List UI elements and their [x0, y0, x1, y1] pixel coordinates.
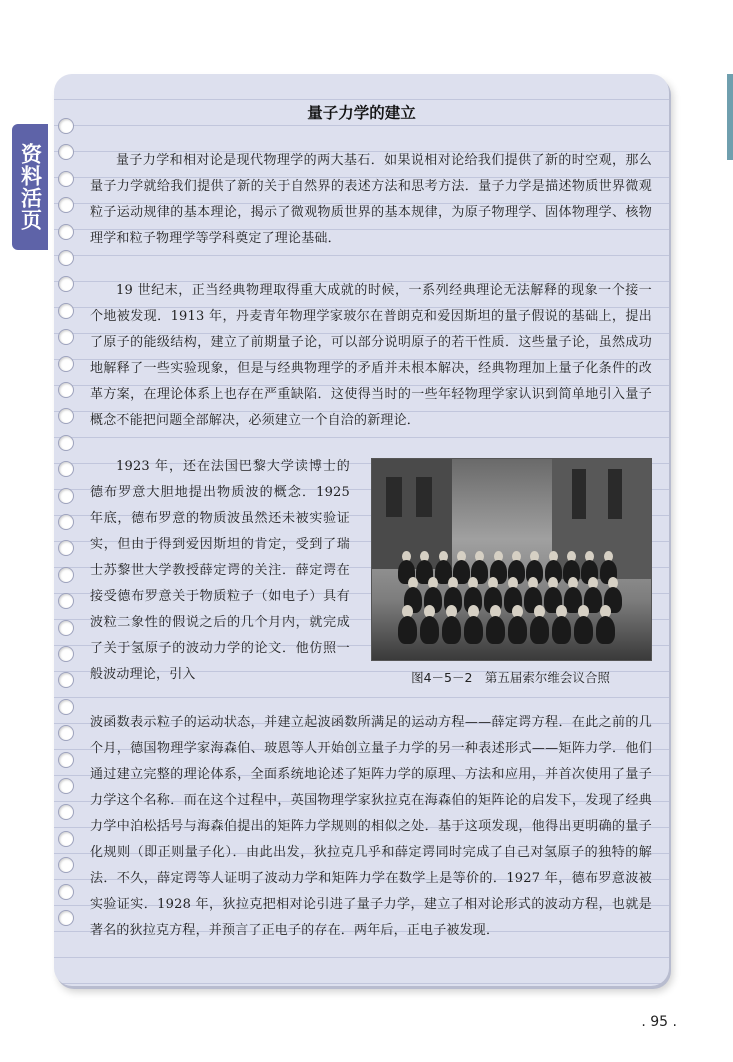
figure-caption: 图4－5－2 第五届索尔维会议合照	[411, 670, 610, 685]
photo-person-body	[442, 616, 461, 644]
binder-ring	[58, 540, 74, 556]
photo-person-body	[574, 616, 593, 644]
binder-ring	[58, 276, 74, 292]
binder-ring	[58, 435, 74, 451]
binder-ring	[58, 144, 74, 160]
photo-person-body	[530, 616, 549, 644]
binder-ring	[58, 250, 74, 266]
photo-window	[608, 469, 622, 519]
photo-person-body	[398, 616, 417, 644]
binder-ring	[58, 408, 74, 424]
solvay-conference-photo	[371, 458, 652, 661]
binder-ring	[58, 857, 74, 873]
paragraph-1: 量子力学和相对论是现代物理学的两大基石．如果说相对论给我们提供了新的时空观，那么量子力学就给我们提供了新的关于自然界的表述方法和思考方法．量子力学是描述物质世界微观粒子运动规律的基本理论，揭示了微观物质世界的基本规律，为原子物理学、固体物理学、核物理学和粒子物理学等学科奠定了理论基础．	[90, 153, 652, 246]
paragraph-2: 19 世纪末，正当经典物理取得重大成就的时候，一系列经典理论无法解释的现象一个接一个地被发现．1913 年，丹麦青年物理学家玻尔在普朗克和爱因斯坦的量子假说的基础上，提出了原子的能级结构，建立了前期量子论，可以部分说明原子的若干性质．这些量子论，虽然成功地解释了一些实验现象，但是与经典物理学的矛盾并未根本解决，经典物理加上量子化条件的改革方案，在理论体系上也存在严重缺陷．这使得当时的一些年轻物理学家认识到简单地引入量子概念不能把问题全部解决，必须建立一个自洽的新理论．	[90, 283, 652, 428]
binder-ring	[58, 752, 74, 768]
binder-ring	[58, 831, 74, 847]
binder-ring	[58, 488, 74, 504]
binder-ring	[58, 884, 74, 900]
binder-ring	[58, 725, 74, 741]
binder-ring	[58, 514, 74, 530]
binder-ring	[58, 804, 74, 820]
adjacent-page-edge-text	[723, 196, 731, 306]
binder-ring	[58, 620, 74, 636]
binder-ring	[58, 382, 74, 398]
binder-ring	[58, 593, 74, 609]
side-tab-label: 资料活页	[18, 143, 43, 231]
photo-person-body	[552, 616, 571, 644]
photo-window	[416, 477, 432, 517]
paragraph-3-beside-photo: 1923 年，还在法国巴黎大学读博士的德布罗意大胆地提出物质波的概念．1925 年底，德布罗意的物质波虽然还未被实验证实，但由于得到爱因斯坦的肯定，受到了瑞士苏黎世大学教授薛定谔的关注．薛定谔在接受德布罗意关于物质粒子（如电子）具有波粒二象性的假说之后的几个月内，就完成了关于氢原子的波动力学的论文．他仿照一般波动理论，引入	[90, 459, 350, 682]
paragraph-3-continued: 波函数表示粒子的运动状态，并建立起波函数所满足的运动方程——薛定谔方程．在此之前的几个月，德国物理学家海森伯、玻恩等人开始创立量子力学的另一种表述形式——矩阵力学．他们通过建立完整的理论体系，全面系统地论述了矩阵力学的原理、方法和应用，并首次使用了量子力学这个名称．而在这个过程中，英国物理学家狄拉克在海森伯的矩阵论的启发下，发现了经典力学中泊松括号与海森伯提出的矩阵力学规则的相似之处．基于这项发现，他得出更明确的量子化规则（即正则量子化）．由此出发，狄拉克几乎和薛定谔同时完成了自己对氢原子的独特的解法．不久，薛定谔等人证明了波动力学和矩阵力学在数学上是等价的．1927 年，德布罗意波被实验证实．1928 年，狄拉克把相对论引进了量子力学，建立了相对论形式的波动方程，也就是著名的狄拉克方程，并预言了正电子的存在．两年后，正电子被发现．	[90, 715, 652, 938]
binder-ring	[58, 672, 74, 688]
photo-window	[572, 469, 586, 519]
binder-ring	[58, 171, 74, 187]
photo-person-body	[508, 616, 527, 644]
photo-person-body	[420, 616, 439, 644]
binder-ring	[58, 778, 74, 794]
binder-ring	[58, 646, 74, 662]
binder-ring	[58, 197, 74, 213]
binder-rings	[58, 118, 82, 938]
adjacent-page-edge-bar	[727, 74, 733, 160]
photo-window	[386, 477, 402, 517]
photo-person-body	[596, 616, 615, 644]
binder-ring	[58, 303, 74, 319]
binder-ring	[58, 461, 74, 477]
article-title: 量子力学的建立	[307, 104, 416, 122]
binder-ring	[58, 910, 74, 926]
page-number: . 95 .	[641, 1014, 677, 1030]
binder-ring	[58, 699, 74, 715]
photo-person-body	[464, 616, 483, 644]
side-tab	[12, 124, 48, 250]
binder-ring	[58, 567, 74, 583]
binder-ring	[58, 224, 74, 240]
binder-ring	[58, 356, 74, 372]
photo-person-body	[486, 616, 505, 644]
binder-ring	[58, 329, 74, 345]
